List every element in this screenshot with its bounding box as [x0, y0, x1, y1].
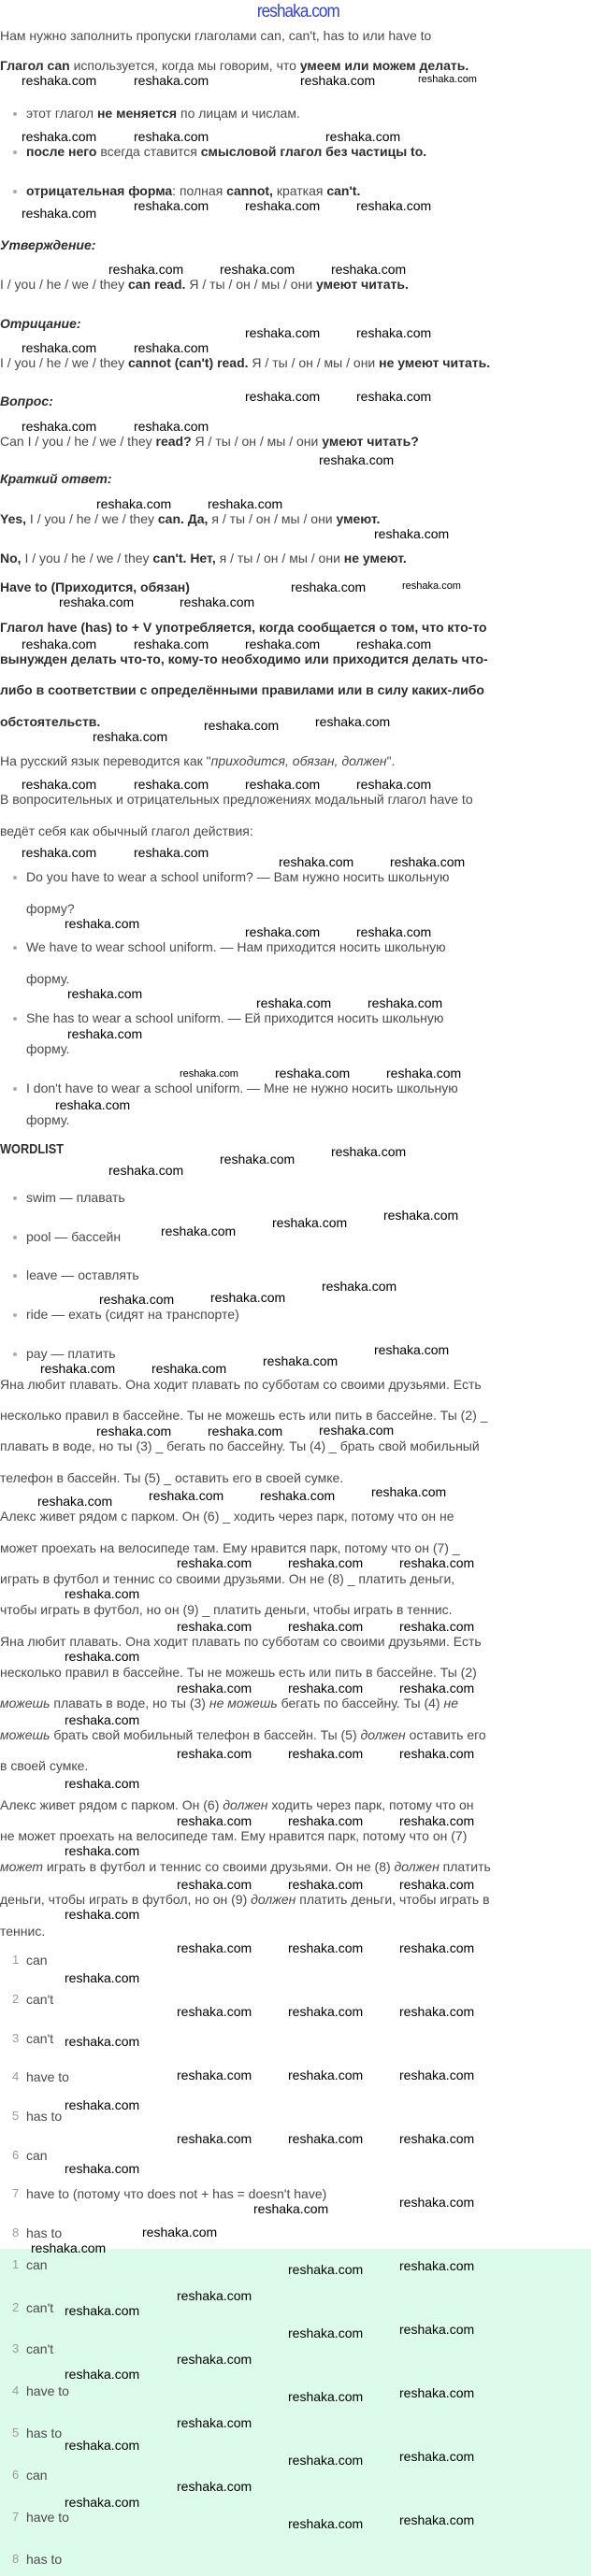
watermark: reshaka.com [288, 1940, 364, 1955]
watermark: reshaka.com [399, 1681, 475, 1696]
watermark: reshaka.com [22, 73, 97, 88]
bullet-icon [13, 1236, 17, 1239]
watermark: reshaka.com [418, 74, 477, 85]
watermark: reshaka.com [93, 729, 168, 744]
bold-text: read? [155, 434, 192, 449]
watermark: reshaka.com [331, 262, 407, 277]
answer-number: 5 [12, 2109, 20, 2123]
watermark: reshaka.com [275, 1066, 351, 1080]
watermark: reshaka.com [65, 2495, 140, 2510]
watermark: reshaka.com [288, 1877, 364, 1892]
bold-text: после него [26, 144, 97, 159]
watermark: reshaka.com [67, 1026, 143, 1041]
answer-number: 6 [12, 2148, 20, 2162]
wordlist-heading: WORDLIST [0, 1141, 64, 1157]
text: I / you / he / we / they [21, 551, 153, 565]
watermark: reshaka.com [291, 580, 367, 594]
answer-number: 8 [12, 2225, 20, 2240]
watermark: reshaka.com [65, 1970, 140, 1985]
answer-text: have to [26, 2383, 69, 2398]
exercise-line: несколько правил в бассейне. Ты не можешь есть или пить в бассейне. Ты (2) _ [0, 1408, 488, 1423]
short-answer-no [0, 551, 407, 565]
wordlist-item: leave — оставлять [26, 1267, 139, 1282]
bullet-icon [13, 946, 17, 950]
text: Алекс живет рядом с парком. Он (6) [0, 1797, 223, 1812]
site-logo[interactable]: reshaka.com [256, 2, 339, 21]
watermark: reshaka.com [151, 1361, 227, 1376]
bold-text: No, [0, 551, 22, 565]
watermark: reshaka.com [134, 845, 209, 860]
translation-line: Яна любит плавать. Она ходит плавать по субботам со своими друзьями. Есть [0, 1634, 482, 1649]
watermark: reshaka.com [177, 2288, 252, 2303]
answer-text: have to [26, 2069, 69, 2084]
watermark: reshaka.com [319, 1423, 395, 1438]
watermark: reshaka.com [288, 1813, 364, 1828]
example-line: We have to wear school uniform. — Нам приходится носить школьную [26, 939, 446, 954]
translation-line: несколько правил в бассейне. Ты не можешь есть или пить в бассейне. Ты (2) [0, 1665, 477, 1680]
answer-number: 4 [12, 2069, 20, 2083]
text: Я / ты / он / мы / они [185, 277, 317, 292]
question-heading: Вопрос: [0, 394, 53, 408]
italic-text: должен [223, 1797, 268, 1812]
example-line: I don't have to wear a school uniform. — Мне не нужно носить школьную [26, 1080, 458, 1095]
text: ". [386, 753, 396, 768]
watermark: reshaka.com [180, 594, 255, 609]
text: используется, когда мы говорим, что [69, 58, 300, 73]
watermark: reshaka.com [288, 1619, 364, 1634]
watermark: reshaka.com [253, 2201, 329, 2216]
watermark: reshaka.com [65, 916, 140, 931]
watermark: reshaka.com [177, 2479, 252, 2494]
italic-text: должен [251, 1892, 296, 1907]
short-answer-yes [0, 511, 380, 526]
watermark: reshaka.com [134, 777, 209, 792]
text: платить деньги, чтобы играть в [296, 1892, 490, 1907]
watermark: reshaka.com [288, 1555, 364, 1570]
answer-text: can [26, 2257, 48, 2272]
watermark: reshaka.com [99, 1292, 175, 1307]
text: всегда ставится [96, 144, 201, 159]
italic-text: должен [360, 1727, 406, 1742]
bold-text: умеют читать? [322, 434, 419, 449]
bullet-icon [13, 1313, 17, 1317]
answer-text: can't [26, 2300, 54, 2315]
watermark: reshaka.com [399, 2195, 475, 2210]
watermark: reshaka.com [177, 2131, 252, 2146]
text: оставить его [405, 1727, 486, 1742]
watermark: reshaka.com [177, 1813, 252, 1828]
wordlist-item: pool — бассейн [26, 1229, 122, 1244]
have-to-usage-line: ведёт себя как обычный глагол действия: [0, 823, 253, 838]
exercise-line: играть в футбол и теннис со своими друзьями. Он не (8) _ платить деньги, [0, 1571, 455, 1586]
watermark: reshaka.com [65, 1843, 140, 1858]
watermark: reshaka.com [315, 714, 391, 729]
watermark: reshaka.com [177, 1619, 252, 1634]
watermark: reshaka.com [256, 995, 332, 1010]
wordlist-item: pay — платить [26, 1346, 116, 1361]
watermark: reshaka.com [402, 580, 461, 592]
watermark: reshaka.com [288, 2326, 364, 2340]
watermark: reshaka.com [65, 1712, 140, 1727]
answer-number: 6 [12, 2468, 20, 2482]
text: платить [439, 1859, 491, 1874]
watermark: reshaka.com [134, 73, 209, 88]
answer-number: 2 [12, 1992, 20, 2006]
example-line: Do you have to wear a school uniform? — Вам нужно носить школьную [26, 869, 450, 884]
watermark: reshaka.com [65, 2097, 140, 2112]
watermark: reshaka.com [331, 1144, 407, 1159]
exercise-line: Алекс живет рядом с парком. Он (6) _ ходить через парк, потому что он не [0, 1509, 454, 1524]
answer-number: 7 [12, 2186, 20, 2200]
text: по лицам и числам. [177, 106, 300, 121]
watermark: reshaka.com [356, 198, 432, 213]
watermark: reshaka.com [65, 1649, 140, 1664]
exercise-line: Яна любит плавать. Она ходит плавать по субботам со своими друзьями. Есть [0, 1377, 482, 1392]
watermark: reshaka.com [134, 129, 209, 144]
watermark: reshaka.com [177, 1877, 252, 1892]
bold-text: не меняется [96, 106, 178, 121]
watermark: reshaka.com [371, 1484, 447, 1499]
negative-example [0, 355, 490, 370]
watermark: reshaka.com [399, 1813, 475, 1828]
bold-text: can. Да, [157, 511, 209, 526]
watermark: reshaka.com [356, 637, 432, 651]
can-bullet [26, 183, 360, 198]
watermark: reshaka.com [134, 637, 209, 651]
watermark: reshaka.com [180, 1068, 238, 1080]
watermark: reshaka.com [210, 1290, 286, 1305]
exercise-line: телефон в бассейн. Ты (5) _ оставить его в своей сумке. [0, 1470, 344, 1485]
bold-text: can't. [326, 183, 361, 198]
watermark: reshaka.com [288, 2068, 364, 2082]
watermark: reshaka.com [300, 73, 376, 88]
wordlist-item: swim — плавать [26, 1190, 125, 1205]
bold-text: не умеют. [343, 551, 407, 565]
answer-number: 1 [12, 2257, 20, 2271]
watermark: reshaka.com [220, 1152, 296, 1166]
italic-text: не можешь [209, 1696, 278, 1710]
watermark: reshaka.com [288, 2453, 364, 2468]
watermark: reshaka.com [177, 2352, 252, 2367]
watermark: reshaka.com [31, 2240, 107, 2255]
translation-line: теннис. [0, 1924, 46, 1939]
watermark: reshaka.com [399, 2004, 475, 2019]
translation-line [0, 1696, 458, 1710]
watermark: reshaka.com [142, 2225, 218, 2240]
watermark: reshaka.com [399, 2449, 475, 2464]
answer-number: 2 [12, 2300, 20, 2314]
example-line: форму. [26, 1112, 70, 1127]
watermark: reshaka.com [65, 2303, 140, 2318]
text: : полная [172, 183, 227, 198]
have-to-rule-line: либо в соответствии с определёнными правилами или в силу каких-либо [0, 682, 484, 697]
watermark: reshaka.com [245, 637, 321, 651]
italic-text: приходится, обязан, должен [210, 753, 387, 768]
answer-number: 4 [12, 2383, 20, 2397]
bold-text: умеют. [336, 511, 381, 526]
watermark: reshaka.com [96, 496, 172, 511]
bold-text: отрицательная форма [26, 183, 173, 198]
exercise-line: чтобы играть в футбол, но он (9) _ платить деньги, чтобы играть в теннис. [0, 1602, 453, 1617]
watermark: reshaka.com [288, 2262, 364, 2277]
watermark: reshaka.com [245, 924, 321, 939]
watermark: reshaka.com [134, 419, 209, 434]
text: Я / ты / он / мы / они [248, 355, 380, 370]
watermark: reshaka.com [177, 1746, 252, 1761]
watermark: reshaka.com [55, 1097, 131, 1112]
bullet-icon [13, 1017, 17, 1021]
watermark: reshaka.com [37, 1494, 113, 1509]
text: играть в футбол и теннис со своими друзьями. Он не (8) [43, 1859, 395, 1874]
watermark: reshaka.com [288, 1746, 364, 1761]
answer-text: has to [26, 2109, 63, 2124]
bullet-icon [13, 1274, 17, 1278]
watermark: reshaka.com [356, 924, 432, 939]
watermark: reshaka.com [22, 340, 97, 355]
translation-line [0, 1859, 491, 1874]
watermark: reshaka.com [208, 1424, 283, 1438]
watermark: reshaka.com [399, 2131, 475, 2146]
watermark: reshaka.com [399, 1746, 475, 1761]
answer-text: can [26, 1953, 48, 1968]
answer-text: can't [26, 2341, 54, 2356]
watermark: reshaka.com [65, 1586, 140, 1601]
have-to-usage-line: В вопросительных и отрицательных предложениях модальный глагол have to [0, 792, 473, 807]
text: На русский язык переводится как " [0, 753, 211, 768]
answer-number: 3 [12, 2341, 20, 2355]
bullet-icon [13, 1087, 17, 1091]
bold-text: умеем или можем делать. [299, 58, 469, 73]
watermark: reshaka.com [288, 2516, 364, 2531]
bullet-icon [13, 1352, 17, 1356]
answer-text: can [26, 2468, 48, 2483]
translation-line [0, 1727, 486, 1742]
watermark: reshaka.com [356, 389, 432, 404]
text: брать свой мобильный телефон в бассейн. Ты (5) [50, 1727, 361, 1742]
watermark: reshaka.com [204, 718, 280, 733]
bold-text: cannot (can't) read. [127, 355, 249, 370]
affirmative-heading: Утверждение: [0, 237, 96, 252]
watermark: reshaka.com [40, 1361, 116, 1376]
answer-text: have to (потому что does not + has = doesn't have) [26, 2186, 327, 2201]
bold-text: смысловой глагол без частицы to. [200, 144, 427, 159]
watermark: reshaka.com [208, 496, 283, 511]
watermark: reshaka.com [177, 1555, 252, 1570]
answer-number: 3 [12, 2031, 20, 2045]
have-to-translation [0, 753, 396, 768]
answer-text: can't [26, 2031, 54, 2046]
watermark: reshaka.com [65, 2034, 140, 2049]
example-line: She has to wear a school uniform. — Ей приходится носить школьную [26, 1010, 444, 1025]
example-line: форму. [26, 971, 70, 986]
have-to-heading: Have to (Приходится, обязан) [0, 580, 190, 594]
watermark: reshaka.com [399, 2385, 475, 2400]
watermark: reshaka.com [22, 777, 97, 792]
watermark: reshaka.com [161, 1224, 237, 1238]
text: I / you / he / we / they [0, 277, 128, 292]
text: я / ты / он / мы / они [208, 511, 337, 526]
bold-text: Yes, [0, 511, 27, 526]
text: I / you / he / we / they [0, 355, 128, 370]
watermark: reshaka.com [319, 452, 395, 467]
watermark: reshaka.com [399, 1555, 475, 1570]
watermark: reshaka.com [22, 637, 97, 651]
watermark: reshaka.com [356, 325, 432, 340]
text: Can I / you / he / we / they [0, 434, 156, 449]
watermark: reshaka.com [59, 594, 135, 609]
watermark: reshaka.com [390, 854, 466, 869]
can-rule [0, 58, 468, 73]
text: краткая [272, 183, 327, 198]
answer-number: 1 [12, 1953, 20, 1967]
italic-text: можешь [0, 1727, 50, 1742]
bullet-icon [13, 876, 17, 880]
watermark: reshaka.com [263, 1353, 339, 1368]
bullet-icon [13, 150, 17, 154]
translation-line: в своей сумке. [0, 1758, 89, 1773]
watermark: reshaka.com [177, 1940, 252, 1955]
watermark: reshaka.com [322, 1279, 397, 1294]
watermark: reshaka.com [356, 777, 432, 792]
answer-number: 7 [12, 2510, 20, 2524]
answer-text: can [26, 2148, 48, 2163]
bold-text: Глагол can [0, 58, 70, 73]
watermark: reshaka.com [108, 262, 184, 277]
answer-text: has to [26, 2426, 63, 2440]
watermark: reshaka.com [149, 1488, 224, 1503]
watermark: reshaka.com [368, 995, 443, 1010]
answer-number: 5 [12, 2426, 20, 2440]
bold-text: can't. Нет, [152, 551, 216, 565]
watermark: reshaka.com [177, 2068, 252, 2082]
translation-line [0, 1892, 490, 1907]
answer-text: has to [26, 2225, 63, 2240]
bold-text: умеют читать. [316, 277, 409, 292]
watermark: reshaka.com [134, 198, 209, 213]
watermark: reshaka.com [288, 2004, 364, 2019]
have-to-rule-line: Глагол have (has) to + V употребляется, когда сообщается о том, что кто-то [0, 620, 487, 635]
watermark: reshaka.com [65, 2161, 140, 2176]
watermark: reshaka.com [22, 206, 97, 221]
question-example [0, 434, 419, 449]
watermark: reshaka.com [65, 1776, 140, 1791]
watermark: reshaka.com [288, 2389, 364, 2404]
watermark: reshaka.com [399, 2322, 475, 2337]
watermark: reshaka.com [22, 129, 97, 144]
watermark: reshaka.com [245, 198, 321, 213]
bold-text: can read. [127, 277, 186, 292]
answer-text: can't [26, 1992, 54, 2007]
watermark: reshaka.com [374, 526, 450, 541]
watermark: reshaka.com [177, 1681, 252, 1696]
exercise-line: может проехать на велосипеде там. Ему нравится парк, потому что он (7) _ [0, 1540, 460, 1555]
have-to-rule-line: обстоятельств. [0, 714, 101, 729]
answer-text: have to [26, 2510, 69, 2525]
watermark: reshaka.com [399, 2258, 475, 2273]
watermark: reshaka.com [96, 1424, 172, 1438]
have-to-rule-line: вынужден делать что-то, кому-то необходимо или приходится делать что- [0, 651, 488, 666]
bullet-icon [13, 1196, 17, 1200]
exercise-line: плавать в воде, но ты (3) _ бегать по бассейну. Ты (4) _ брать свой мобильный [0, 1438, 480, 1453]
watermark: reshaka.com [245, 389, 321, 404]
watermark: reshaka.com [245, 777, 321, 792]
text: I / you / he / we / they [26, 511, 158, 526]
example-line: форму? [26, 901, 75, 916]
italic-text: должен [394, 1859, 440, 1874]
italic-text: может [0, 1859, 43, 1874]
watermark: reshaka.com [383, 1208, 459, 1223]
text: Я / ты / он / мы / они [191, 434, 323, 449]
watermark: reshaka.com [22, 845, 97, 860]
watermark: reshaka.com [272, 1215, 348, 1230]
translation-line [0, 1797, 474, 1812]
watermark: reshaka.com [374, 1342, 450, 1357]
can-bullet [26, 144, 426, 159]
watermark: reshaka.com [399, 1619, 475, 1634]
watermark: reshaka.com [399, 1877, 475, 1892]
watermark: reshaka.com [245, 325, 321, 340]
watermark: reshaka.com [65, 2367, 140, 2382]
watermark: reshaka.com [288, 2131, 364, 2146]
short-answer-heading: Краткий ответ: [0, 471, 112, 486]
bullet-icon [13, 112, 17, 116]
watermark: reshaka.com [386, 1066, 462, 1080]
text: бегать по бассейну. Ты (4) [277, 1696, 444, 1710]
watermark: reshaka.com [399, 1940, 475, 1955]
italic-text: можешь [0, 1696, 50, 1710]
text: этот глагол [26, 106, 97, 121]
answer-text: has to [26, 2552, 63, 2567]
negative-heading: Отрицание: [0, 316, 81, 331]
watermark: reshaka.com [325, 129, 401, 144]
watermark: reshaka.com [288, 1681, 364, 1696]
watermark: reshaka.com [279, 854, 354, 869]
watermark: reshaka.com [67, 986, 143, 1001]
bold-text: не умеют читать. [379, 355, 491, 370]
bullet-icon [13, 190, 17, 193]
example-line: форму. [26, 1041, 70, 1056]
wordlist-item: ride — ехать (сидят на транспорте) [26, 1307, 239, 1322]
intro-text: Нам нужно заполнить пропуски глаголами can, can't, has to или have to [0, 28, 432, 43]
watermark: reshaka.com [260, 1488, 336, 1503]
italic-text: не [443, 1696, 458, 1710]
watermark: reshaka.com [22, 419, 97, 434]
watermark: reshaka.com [108, 1163, 184, 1178]
watermark: reshaka.com [134, 340, 209, 355]
text: ходить через парк, потому что он [267, 1797, 474, 1812]
watermark: reshaka.com [65, 1907, 140, 1922]
watermark: reshaka.com [220, 262, 296, 277]
watermark: reshaka.com [177, 2415, 252, 2430]
can-bullet [26, 106, 300, 121]
watermark: reshaka.com [65, 2438, 140, 2453]
watermark: reshaka.com [177, 2004, 252, 2019]
watermark: reshaka.com [399, 2068, 475, 2082]
text: плавать в воде, но ты (3) [50, 1696, 209, 1710]
translation-line: не может проехать на велосипеде там. Ему нравится парк, потому что он (7) [0, 1828, 468, 1843]
text: я / ты / он / мы / они [215, 551, 344, 565]
bold-text: cannot, [226, 183, 273, 198]
text: деньги, чтобы играть в футбол, но он (9) [0, 1892, 252, 1907]
answer-number: 8 [12, 2552, 20, 2566]
affirmative-example [0, 277, 409, 292]
watermark: reshaka.com [399, 2512, 475, 2527]
